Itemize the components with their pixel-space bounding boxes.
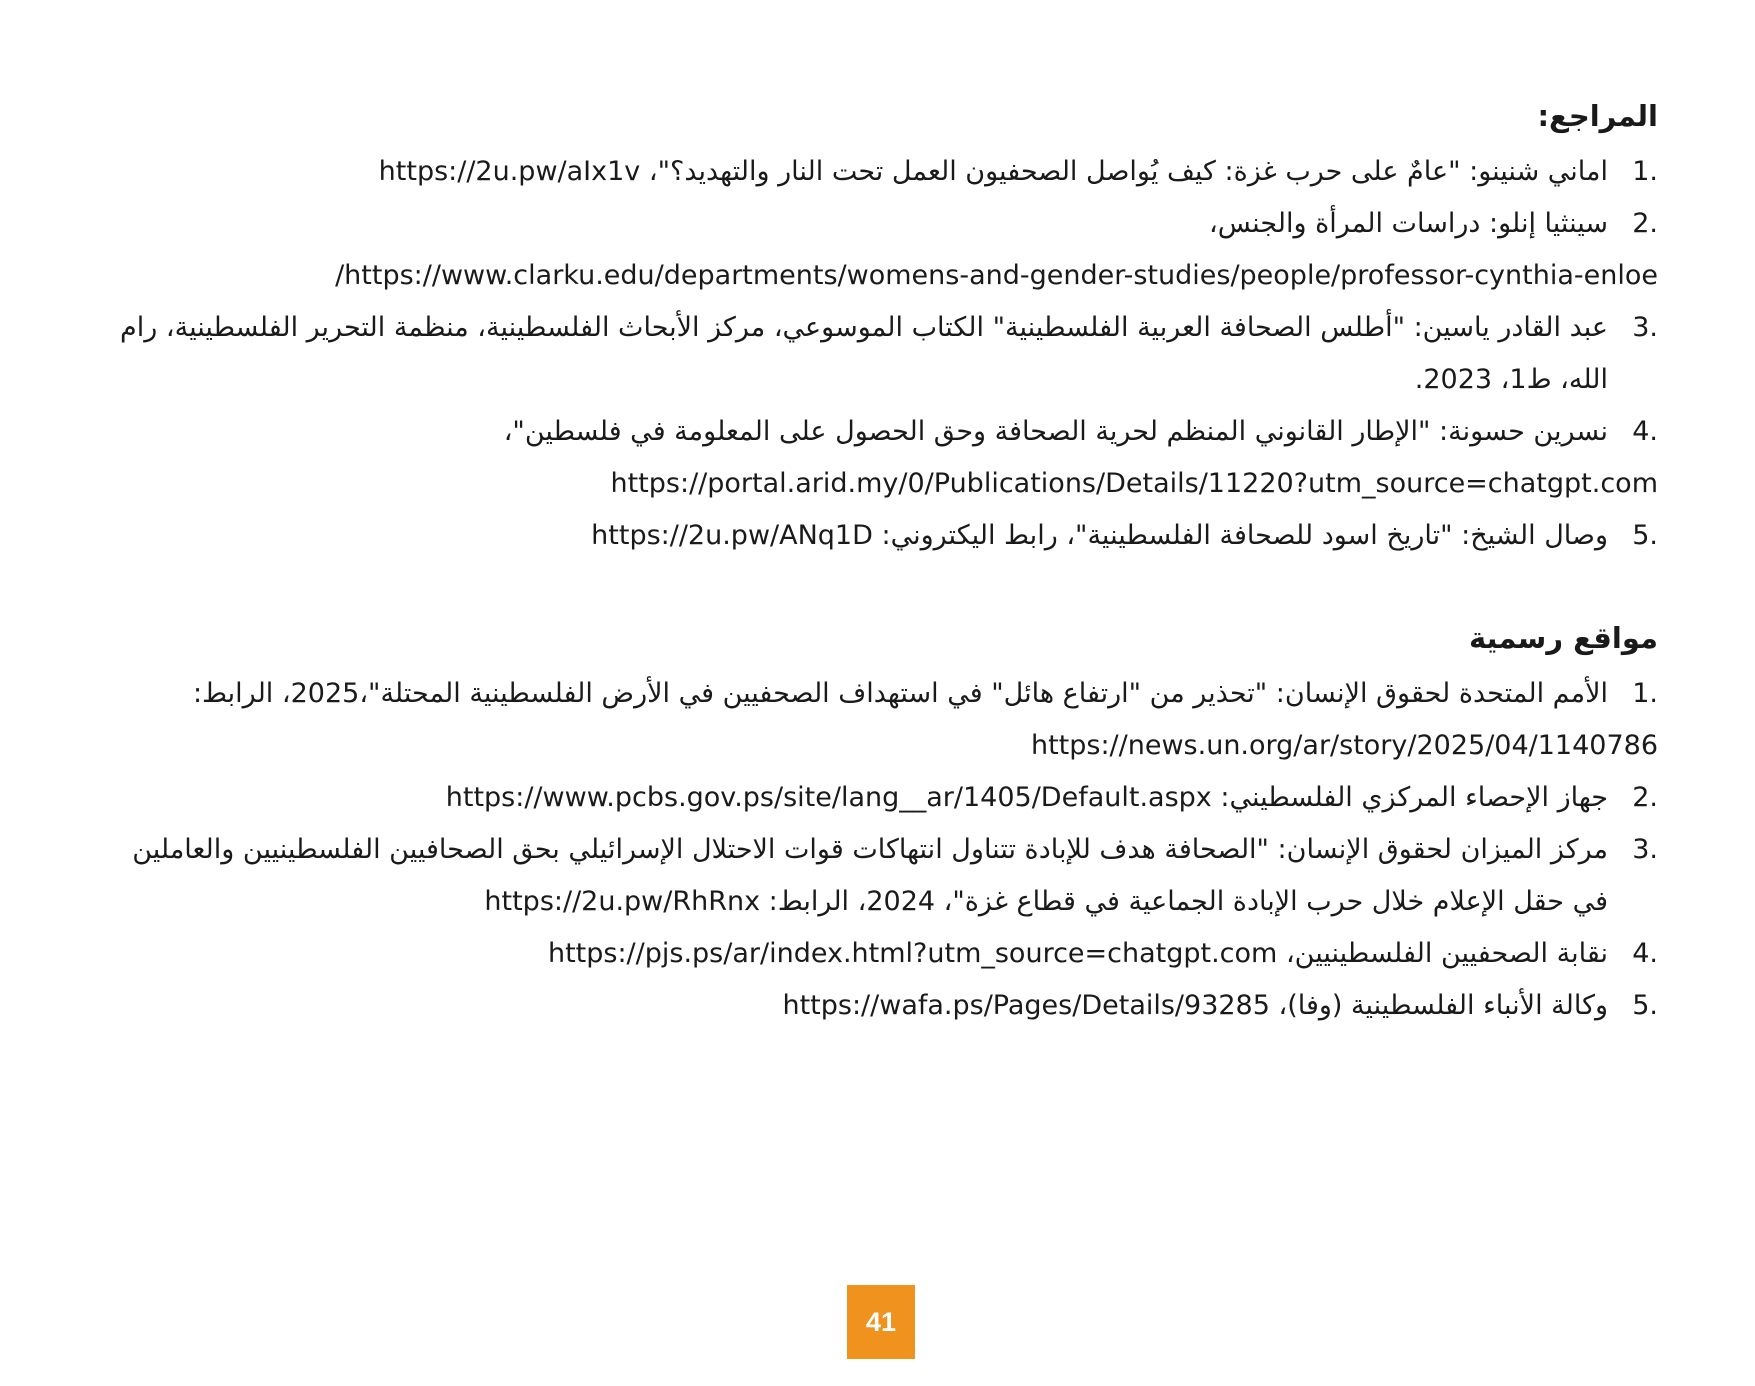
item-number: 5. (1632, 990, 1658, 1021)
site-text: جهاز الإحصاء المركزي الفلسطيني: (1211, 782, 1608, 813)
reference-text: وصال الشيخ: "تاريخ اسود للصحافة الفلسطينية"، رابط اليكتروني: (872, 520, 1608, 551)
item-number: 3. (1632, 312, 1658, 343)
site-item (100, 928, 1658, 980)
reference-item (100, 302, 1658, 406)
page-content (100, 96, 1658, 1032)
reference-link[interactable]: https://portal.arid.my/0/Publications/Details/11220?utm_source=chatgpt.com (610, 468, 1658, 499)
reference-text: نسرين حسونة: "الإطار القانوني المنظم لحرية الصحافة وحق الحصول على المعلومة في فلسطين"، (503, 416, 1608, 447)
item-number: 4. (1632, 938, 1658, 969)
reference-link[interactable]: https://2u.pw/ANq1D (591, 520, 873, 551)
reference-text: عبد القادر ياسين: "أطلس الصحافة العربية الفلسطينية" الكتاب الموسوعي، مركز الأبحاث الفلسطينية، منظمة التحرير الفلسطينية، رام الله، ط1، 2023. (120, 312, 1608, 395)
item-number: 2. (1632, 208, 1658, 239)
reference-text: اماني شنينو: "عامٌ على حرب غزة: كيف يُواصل الصحفيون العمل تحت النار والتهديد؟"، (640, 156, 1608, 187)
page-number: 41 (865, 1306, 897, 1337)
site-item (100, 668, 1658, 772)
site-link[interactable]: https://news.un.org/ar/story/2025/04/1140786 (1030, 730, 1658, 761)
item-number: 2. (1632, 782, 1658, 813)
site-text: وكالة الأنباء الفلسطينية (وفا)، (1269, 990, 1608, 1021)
official-sites-heading: مواقع رسمية (1468, 621, 1658, 655)
site-item (100, 980, 1658, 1032)
reference-text: سينثيا إنلو: دراسات المرأة والجنس، (1209, 208, 1608, 239)
site-item (100, 824, 1658, 928)
site-link[interactable]: https://2u.pw/RhRnx (484, 886, 761, 917)
site-link[interactable]: https://www.pcbs.gov.ps/site/lang__ar/1405/Default.aspx (445, 782, 1212, 813)
reference-link[interactable]: https://2u.pw/aIx1v (378, 156, 641, 187)
item-number: 5. (1632, 520, 1658, 551)
item-number: 1. (1632, 678, 1658, 709)
official-sites-list (100, 668, 1658, 1032)
item-number: 3. (1632, 834, 1658, 865)
reference-item (100, 198, 1658, 302)
site-link[interactable]: https://wafa.ps/Pages/Details/93285 (782, 990, 1270, 1021)
item-number: 1. (1632, 156, 1658, 187)
site-text: الأمم المتحدة لحقوق الإنسان: "تحذير من "ارتفاع هائل" في استهداف الصحفيين في الأرض الفلسطينية المحتلة"،2025، الرابط: (192, 678, 1608, 709)
references-list (100, 146, 1658, 562)
reference-item (100, 406, 1658, 510)
site-link[interactable]: https://pjs.ps/ar/index.html?utm_source=chatgpt.com (547, 938, 1278, 969)
site-text: نقابة الصحفيين الفلسطينيين، (1277, 938, 1608, 969)
site-item (100, 772, 1658, 824)
reference-link[interactable]: /https://www.clarku.edu/departments/womens-and-gender-studies/people/professor-cynthia-enloe (335, 260, 1658, 291)
site-text: مركز الميزان لحقوق الإنسان: "الصحافة هدف للإبادة تتناول انتهاكات قوات الاحتلال الإسرائيلي بحق الصحافيين الفلسطينيين والعاملين في حقل الإعلام خلال حرب الإبادة الجماعية في قطاع غزة"، 2024، الرابط: (132, 834, 1608, 917)
reference-item (100, 146, 1658, 198)
references-heading: المراجع: (1537, 99, 1658, 133)
item-number: 4. (1632, 416, 1658, 447)
page-number-badge (847, 1285, 915, 1359)
reference-item (100, 510, 1658, 562)
